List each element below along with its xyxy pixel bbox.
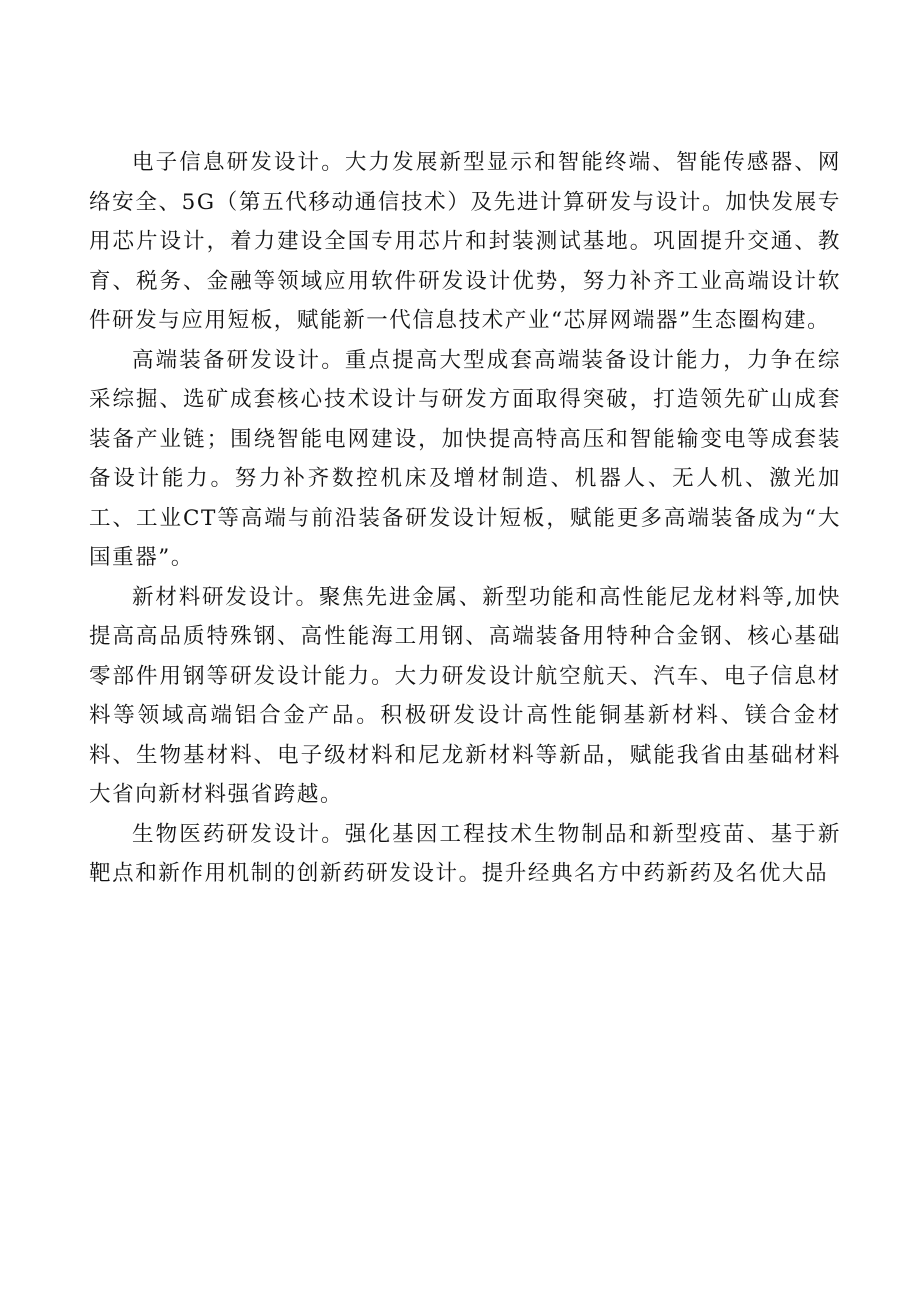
paragraph-electronic-info: 电子信息研发设计。大力发展新型显示和智能终端、智能传感器、网络安全、5G（第五代移动通信技术）及先进计算研发与设计。加快发展专用芯片设计，着力建设全国专用芯片和封装测试基地。巩固提升交通、教育、税务、金融等领域应用软件研发设计优势，努力补齐工业高端设计软件研发与应用短板，赋能新一代信息技术产业“芯屏网端器”生态圈构建。	[89, 150, 841, 333]
paragraph-high-end-equipment: 高端装备研发设计。重点提高大型成套高端装备设计能力，力争在综采综掘、选矿成套核心技术设计与研发方面取得突破，打造领先矿山成套装备产业链；围绕智能电网建设，加快提高特高压和智能输变电等成套装备设计能力。努力补齐数控机床及增材制造、机器人、无人机、激光加工、工业CT等高端与前沿装备研发设计短板，赋能更多高端装备成为“大国重器”。	[89, 347, 841, 570]
document-body	[89, 143, 841, 894]
paragraph-biomedicine: 生物医药研发设计。强化基因工程技术生物制品和新型疫苗、基于新靶点和新作用机制的创新药研发设计。提升经典名方中药新药及名优大品	[89, 821, 841, 886]
paragraph-new-materials: 新材料研发设计。聚焦先进金属、新型功能和高性能尼龙材料等,加快提高高品质特殊钢、高性能海工用钢、高端装备用特种合金钢、核心基础零部件用钢等研发设计能力。大力研发设计航空航天、汽车、电子信息材料等领域高端铝合金产品。积极研发设计高性能铜基新材料、镁合金材料、生物基材料、电子级材料和尼龙新材料等新品，赋能我省由基础材料大省向新材料强省跨越。	[89, 584, 841, 807]
